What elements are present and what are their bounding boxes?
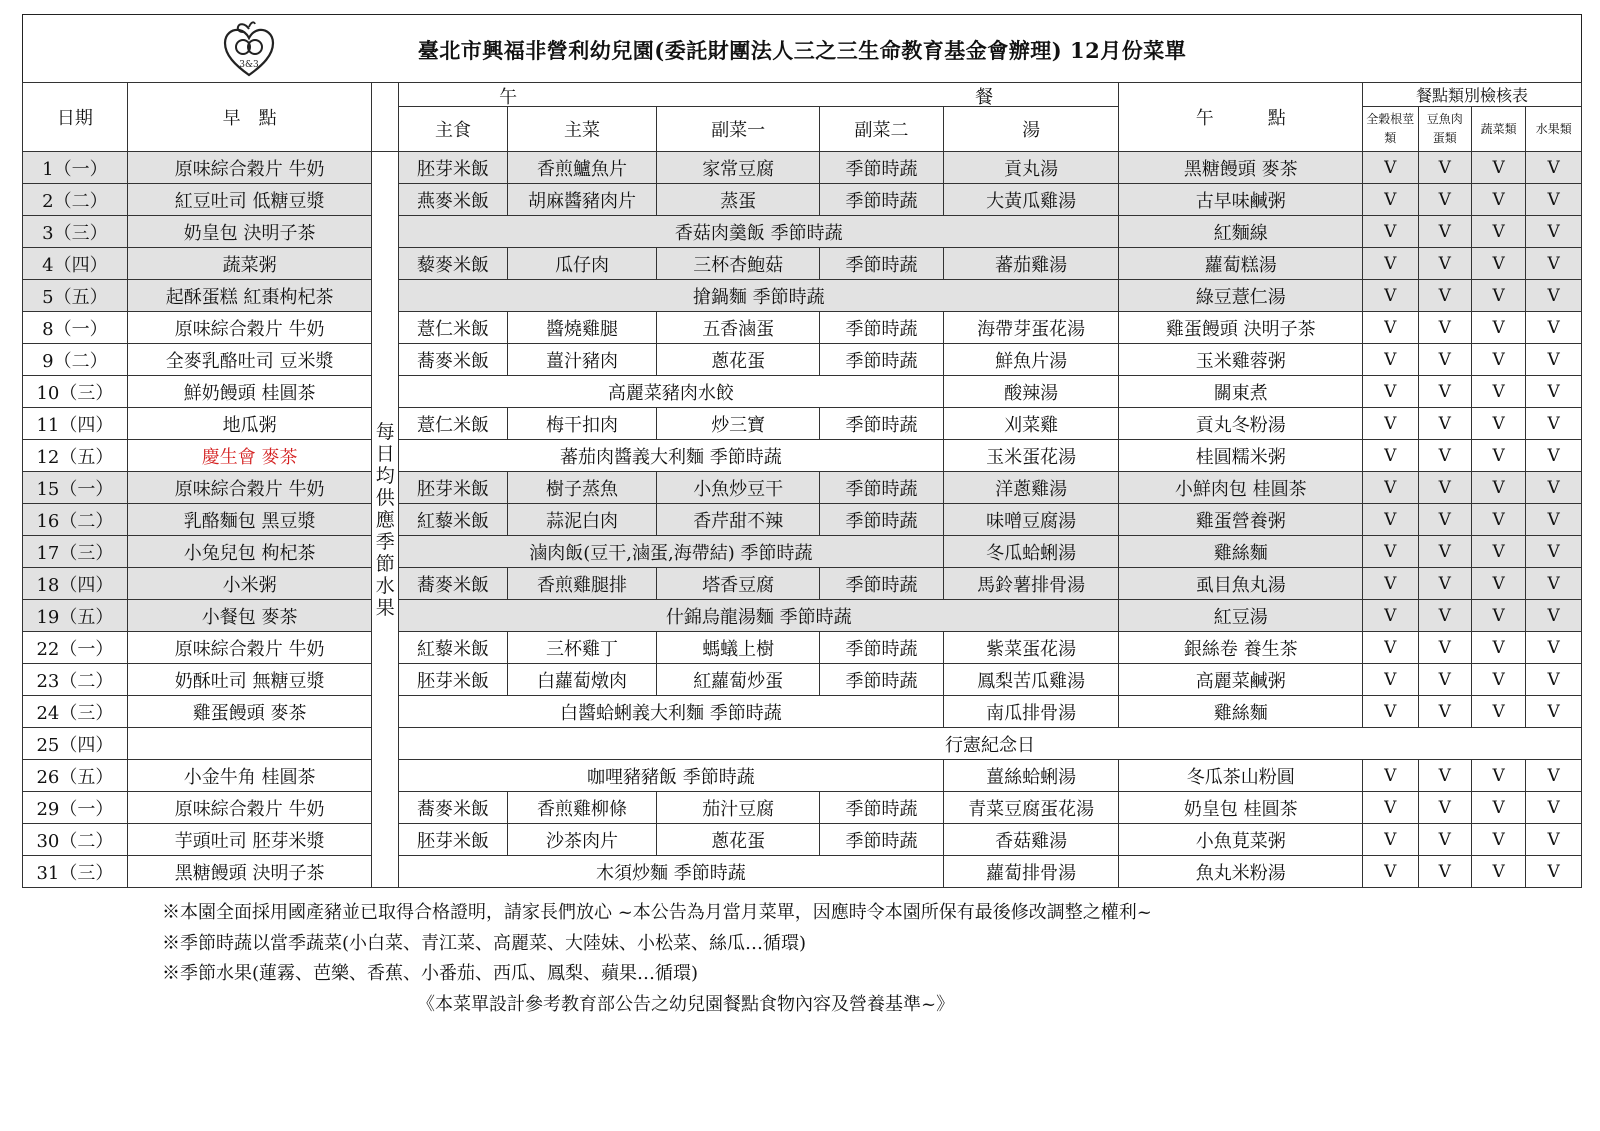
- date-cell: 17（三）: [23, 536, 128, 568]
- header-check-fruit: 水果類: [1526, 107, 1582, 152]
- check-mark-veg: V: [1471, 760, 1525, 792]
- check-mark-fruit: V: [1526, 664, 1582, 696]
- snack-cell: 古早味鹹粥: [1119, 184, 1363, 216]
- main-dish-cell: 白蘿蔔燉肉: [508, 664, 657, 696]
- check-mark-veg: V: [1471, 504, 1525, 536]
- breakfast-cell: 黑糖饅頭 決明子茶: [127, 856, 372, 888]
- check-mark-protein: V: [1418, 536, 1471, 568]
- fruit-note-cell: [372, 152, 399, 888]
- menu-row: [23, 664, 1582, 696]
- check-mark-protein: V: [1418, 216, 1471, 248]
- soup-cell: 鳳梨苦瓜雞湯: [943, 664, 1119, 696]
- breakfast-cell: 小餐包 麥茶: [127, 600, 372, 632]
- staple-cell: 胚芽米飯: [399, 664, 508, 696]
- snack-cell: 魚丸米粉湯: [1119, 856, 1363, 888]
- menu-row: [23, 248, 1582, 280]
- check-mark-protein: V: [1418, 408, 1471, 440]
- check-mark-grains: V: [1363, 632, 1418, 664]
- soup-cell: 玉米蛋花湯: [943, 440, 1119, 472]
- check-mark-veg: V: [1471, 376, 1525, 408]
- fruit-note-char: 日: [375, 442, 395, 465]
- check-mark-grains: V: [1363, 248, 1418, 280]
- check-mark-fruit: V: [1526, 376, 1582, 408]
- side-dish-1-cell: 炒三寶: [657, 408, 820, 440]
- staple-cell: 胚芽米飯: [399, 472, 508, 504]
- menu-row: [23, 152, 1582, 184]
- combo-meal-cell: 白醬蛤蜊義大利麵 季節時蔬: [399, 696, 944, 728]
- combo-meal-cell: 滷肉飯(豆干,滷蛋,海帶結) 季節時蔬: [399, 536, 944, 568]
- staple-cell: 燕麥米飯: [399, 184, 508, 216]
- check-mark-fruit: V: [1526, 536, 1582, 568]
- soup-cell: 味噌豆腐湯: [943, 504, 1119, 536]
- side-dish-2-cell: 季節時蔬: [820, 248, 943, 280]
- side-dish-1-cell: 小魚炒豆干: [657, 472, 820, 504]
- snack-cell: 綠豆薏仁湯: [1119, 280, 1363, 312]
- check-mark-veg: V: [1471, 600, 1525, 632]
- holiday-cell: 行憲紀念日: [399, 728, 1582, 760]
- header-staple: 主食: [399, 107, 508, 152]
- check-mark-veg: V: [1471, 280, 1525, 312]
- page-title: 臺北市興福非營利幼兒園(委託財團法人三之三生命教育基金會辦理) 12月份菜單: [417, 38, 1187, 63]
- date-cell: 10（三）: [23, 376, 128, 408]
- breakfast-cell: 原味綜合穀片 牛奶: [127, 792, 372, 824]
- date-cell: 19（五）: [23, 600, 128, 632]
- check-mark-grains: V: [1363, 824, 1418, 856]
- check-mark-grains: V: [1363, 760, 1418, 792]
- check-mark-grains: V: [1363, 280, 1418, 312]
- fruit-note-char: 果: [375, 596, 395, 619]
- staple-cell: 紅藜米飯: [399, 504, 508, 536]
- check-mark-protein: V: [1418, 632, 1471, 664]
- fruit-note-char: 水: [375, 574, 395, 597]
- snack-cell: 黑糖饅頭 麥茶: [1119, 152, 1363, 184]
- breakfast-cell: 蔬菜粥: [127, 248, 372, 280]
- soup-cell: 洋蔥雞湯: [943, 472, 1119, 504]
- check-mark-protein: V: [1418, 568, 1471, 600]
- check-mark-veg: V: [1471, 664, 1525, 696]
- menu-row: [23, 440, 1582, 472]
- header-fruit-gap: [372, 83, 399, 152]
- side-dish-1-cell: 紅蘿蔔炒蛋: [657, 664, 820, 696]
- menu-row: [23, 760, 1582, 792]
- check-mark-veg: V: [1471, 152, 1525, 184]
- date-cell: 11（四）: [23, 408, 128, 440]
- breakfast-cell: 紅豆吐司 低糖豆漿: [127, 184, 372, 216]
- snack-cell: 奶皇包 桂圓茶: [1119, 792, 1363, 824]
- soup-cell: 海帶芽蛋花湯: [943, 312, 1119, 344]
- soup-cell: 大黃瓜雞湯: [943, 184, 1119, 216]
- header-side1: 副菜一: [657, 107, 820, 152]
- soup-cell: 青菜豆腐蛋花湯: [943, 792, 1119, 824]
- check-mark-veg: V: [1471, 408, 1525, 440]
- check-mark-protein: V: [1418, 504, 1471, 536]
- check-mark-fruit: V: [1526, 760, 1582, 792]
- staple-cell: 薏仁米飯: [399, 312, 508, 344]
- main-dish-cell: 薑汁豬肉: [508, 344, 657, 376]
- check-mark-fruit: V: [1526, 856, 1582, 888]
- check-mark-grains: V: [1363, 696, 1418, 728]
- main-dish-cell: 梅干扣肉: [508, 408, 657, 440]
- check-mark-fruit: V: [1526, 312, 1582, 344]
- side-dish-2-cell: 季節時蔬: [820, 344, 943, 376]
- note-vegetables: ※季節時蔬以當季蔬菜(小白菜、青江菜、高麗菜、大陸妹、小松菜、絲瓜…循環): [162, 932, 807, 954]
- soup-cell: 蘿蔔排骨湯: [943, 856, 1119, 888]
- check-mark-protein: V: [1418, 600, 1471, 632]
- breakfast-cell: 芋頭吐司 胚芽米漿: [127, 824, 372, 856]
- check-mark-protein: V: [1418, 856, 1471, 888]
- check-mark-fruit: V: [1526, 408, 1582, 440]
- breakfast-cell: 慶生會 麥茶: [127, 440, 372, 472]
- date-cell: 2（二）: [23, 184, 128, 216]
- menu-row: [23, 536, 1582, 568]
- breakfast-cell: [127, 728, 372, 760]
- check-mark-grains: V: [1363, 184, 1418, 216]
- date-cell: 25（四）: [23, 728, 128, 760]
- check-mark-grains: V: [1363, 504, 1418, 536]
- menu-row: [23, 344, 1582, 376]
- header-check-veg: 蔬菜類: [1471, 107, 1525, 152]
- side-dish-2-cell: 季節時蔬: [820, 504, 943, 536]
- breakfast-cell: 奶皇包 決明子茶: [127, 216, 372, 248]
- check-mark-fruit: V: [1526, 248, 1582, 280]
- date-cell: 31（三）: [23, 856, 128, 888]
- side-dish-2-cell: 季節時蔬: [820, 184, 943, 216]
- notes: [162, 898, 1152, 1020]
- check-mark-protein: V: [1418, 248, 1471, 280]
- side-dish-2-cell: 季節時蔬: [820, 824, 943, 856]
- combo-meal-cell: 高麗菜豬肉水餃: [399, 376, 944, 408]
- date-cell: 23（二）: [23, 664, 128, 696]
- check-mark-grains: V: [1363, 344, 1418, 376]
- check-mark-grains: V: [1363, 472, 1418, 504]
- snack-cell: 高麗菜鹹粥: [1119, 664, 1363, 696]
- snack-cell: 貢丸冬粉湯: [1119, 408, 1363, 440]
- check-mark-veg: V: [1471, 632, 1525, 664]
- breakfast-cell: 小金牛角 桂圓茶: [127, 760, 372, 792]
- header-snack: 午 點: [1119, 83, 1363, 152]
- check-mark-fruit: V: [1526, 792, 1582, 824]
- menu-table: [22, 82, 1582, 888]
- breakfast-cell: 小兔兒包 枸杞茶: [127, 536, 372, 568]
- menu-row: [23, 856, 1582, 888]
- side-dish-1-cell: 家常豆腐: [657, 152, 820, 184]
- header-check: 餐點類別檢核表: [1363, 83, 1582, 107]
- staple-cell: 蕎麥米飯: [399, 792, 508, 824]
- menu-row: [23, 696, 1582, 728]
- side-dish-2-cell: 季節時蔬: [820, 664, 943, 696]
- header-lunch: [399, 83, 1119, 107]
- fruit-note-char: 應: [375, 508, 395, 531]
- header-breakfast: 早 點: [127, 83, 372, 152]
- snack-cell: 雞絲麵: [1119, 536, 1363, 568]
- check-mark-protein: V: [1418, 760, 1471, 792]
- check-mark-grains: V: [1363, 600, 1418, 632]
- check-mark-grains: V: [1363, 664, 1418, 696]
- side-dish-1-cell: 三杯杏鮑菇: [657, 248, 820, 280]
- combo-meal-cell: 香菇肉羹飯 季節時蔬: [399, 216, 1119, 248]
- check-mark-fruit: V: [1526, 344, 1582, 376]
- side-dish-1-cell: 蒸蛋: [657, 184, 820, 216]
- menu-row: [23, 728, 1582, 760]
- menu-sheet: [22, 14, 1582, 888]
- check-mark-fruit: V: [1526, 472, 1582, 504]
- date-cell: 29（一）: [23, 792, 128, 824]
- check-mark-fruit: V: [1526, 600, 1582, 632]
- note-fruits: ※季節水果(蓮霧、芭樂、香蕉、小番茄、西瓜、鳳梨、蘋果…循環): [162, 963, 699, 984]
- staple-cell: 藜麥米飯: [399, 248, 508, 280]
- main-dish-cell: 瓜仔肉: [508, 248, 657, 280]
- date-cell: 9（二）: [23, 344, 128, 376]
- snack-cell: 冬瓜茶山粉圓: [1119, 760, 1363, 792]
- main-dish-cell: 蒜泥白肉: [508, 504, 657, 536]
- note-pork: ※本園全面採用國產豬並已取得合格證明，請家長們放心 ~本公告為月當月菜單，因應時令本園所保有最後修改調整之權利~: [162, 902, 1152, 923]
- soup-cell: 貢丸湯: [943, 152, 1119, 184]
- check-mark-protein: V: [1418, 440, 1471, 472]
- note-reference: 《本菜單設計參考教育部公告之幼兒園餐點食物內容及營養基準~》: [417, 993, 955, 1015]
- snack-cell: 紅豆湯: [1119, 600, 1363, 632]
- check-mark-veg: V: [1471, 216, 1525, 248]
- soup-cell: 蕃茄雞湯: [943, 248, 1119, 280]
- date-cell: 3（三）: [23, 216, 128, 248]
- side-dish-2-cell: 季節時蔬: [820, 472, 943, 504]
- menu-row: [23, 408, 1582, 440]
- side-dish-2-cell: 季節時蔬: [820, 632, 943, 664]
- staple-cell: 胚芽米飯: [399, 152, 508, 184]
- side-dish-1-cell: 蔥花蛋: [657, 344, 820, 376]
- breakfast-cell: 鮮奶饅頭 桂圓茶: [127, 376, 372, 408]
- check-mark-fruit: V: [1526, 632, 1582, 664]
- check-mark-veg: V: [1471, 824, 1525, 856]
- date-cell: 4（四）: [23, 248, 128, 280]
- check-mark-fruit: V: [1526, 280, 1582, 312]
- check-mark-grains: V: [1363, 856, 1418, 888]
- check-mark-veg: V: [1471, 856, 1525, 888]
- menu-row: [23, 600, 1582, 632]
- breakfast-cell: 地瓜粥: [127, 408, 372, 440]
- check-mark-veg: V: [1471, 312, 1525, 344]
- combo-meal-cell: 什錦烏龍湯麵 季節時蔬: [399, 600, 1119, 632]
- breakfast-cell: 乳酪麵包 黑豆漿: [127, 504, 372, 536]
- date-cell: 24（三）: [23, 696, 128, 728]
- snack-cell: 小魚莧菜粥: [1119, 824, 1363, 856]
- check-mark-fruit: V: [1526, 696, 1582, 728]
- main-dish-cell: 香煎雞柳條: [508, 792, 657, 824]
- check-mark-protein: V: [1418, 792, 1471, 824]
- soup-cell: 酸辣湯: [943, 376, 1119, 408]
- check-mark-protein: V: [1418, 152, 1471, 184]
- logo-text: 3&3: [239, 60, 259, 70]
- header-date: 日期: [23, 83, 128, 152]
- check-mark-protein: V: [1418, 376, 1471, 408]
- check-mark-fruit: V: [1526, 824, 1582, 856]
- check-mark-grains: V: [1363, 536, 1418, 568]
- breakfast-cell: 奶酥吐司 無糖豆漿: [127, 664, 372, 696]
- check-mark-veg: V: [1471, 248, 1525, 280]
- check-mark-grains: V: [1363, 440, 1418, 472]
- main-dish-cell: 胡麻醬豬肉片: [508, 184, 657, 216]
- check-mark-fruit: V: [1526, 440, 1582, 472]
- snack-cell: 雞絲麵: [1119, 696, 1363, 728]
- side-dish-2-cell: 季節時蔬: [820, 152, 943, 184]
- snack-cell: 小鮮肉包 桂圓茶: [1119, 472, 1363, 504]
- side-dish-1-cell: 蔥花蛋: [657, 824, 820, 856]
- date-cell: 16（二）: [23, 504, 128, 536]
- staple-cell: 蕎麥米飯: [399, 568, 508, 600]
- date-cell: 22（一）: [23, 632, 128, 664]
- fruit-note-char: 供: [375, 486, 395, 509]
- soup-cell: 刈菜雞: [943, 408, 1119, 440]
- side-dish-2-cell: 季節時蔬: [820, 792, 943, 824]
- breakfast-cell: 雞蛋饅頭 麥茶: [127, 696, 372, 728]
- menu-row: [23, 376, 1582, 408]
- snack-cell: 紅麵線: [1119, 216, 1363, 248]
- header-lunch-right: 餐: [975, 87, 994, 107]
- check-mark-veg: V: [1471, 568, 1525, 600]
- soup-cell: 薑絲蛤蜊湯: [943, 760, 1119, 792]
- breakfast-cell: 原味綜合穀片 牛奶: [127, 152, 372, 184]
- snack-cell: 虱目魚丸湯: [1119, 568, 1363, 600]
- soup-cell: 南瓜排骨湯: [943, 696, 1119, 728]
- side-dish-1-cell: 五香滷蛋: [657, 312, 820, 344]
- staple-cell: 薏仁米飯: [399, 408, 508, 440]
- breakfast-cell: 全麥乳酪吐司 豆米漿: [127, 344, 372, 376]
- snack-cell: 雞蛋營養粥: [1119, 504, 1363, 536]
- breakfast-cell: 原味綜合穀片 牛奶: [127, 632, 372, 664]
- soup-cell: 鮮魚片湯: [943, 344, 1119, 376]
- check-mark-grains: V: [1363, 152, 1418, 184]
- date-cell: 1（一）: [23, 152, 128, 184]
- menu-body: [23, 152, 1582, 888]
- side-dish-2-cell: 季節時蔬: [820, 312, 943, 344]
- check-mark-protein: V: [1418, 696, 1471, 728]
- staple-cell: 胚芽米飯: [399, 824, 508, 856]
- header-check-protein: 豆魚肉蛋類: [1418, 107, 1471, 152]
- check-mark-protein: V: [1418, 664, 1471, 696]
- date-cell: 12（五）: [23, 440, 128, 472]
- check-mark-veg: V: [1471, 440, 1525, 472]
- check-mark-veg: V: [1471, 472, 1525, 504]
- menu-row: [23, 568, 1582, 600]
- check-mark-veg: V: [1471, 344, 1525, 376]
- check-mark-protein: V: [1418, 344, 1471, 376]
- menu-row: [23, 312, 1582, 344]
- menu-row: [23, 184, 1582, 216]
- snack-cell: 玉米雞蓉粥: [1119, 344, 1363, 376]
- header-check-grains: 全穀根莖類: [1363, 107, 1418, 152]
- side-dish-1-cell: 塔香豆腐: [657, 568, 820, 600]
- date-cell: 5（五）: [23, 280, 128, 312]
- menu-row: [23, 472, 1582, 504]
- soup-cell: 馬鈴薯排骨湯: [943, 568, 1119, 600]
- side-dish-1-cell: 香芹甜不辣: [657, 504, 820, 536]
- menu-row: [23, 632, 1582, 664]
- check-mark-grains: V: [1363, 376, 1418, 408]
- check-mark-grains: V: [1363, 792, 1418, 824]
- main-dish-cell: 沙茶肉片: [508, 824, 657, 856]
- soup-cell: 冬瓜蛤蜊湯: [943, 536, 1119, 568]
- check-mark-veg: V: [1471, 792, 1525, 824]
- check-mark-fruit: V: [1526, 184, 1582, 216]
- title-box: [22, 14, 1582, 82]
- breakfast-cell: 原味綜合穀片 牛奶: [127, 312, 372, 344]
- snack-cell: 蘿蔔糕湯: [1119, 248, 1363, 280]
- check-mark-protein: V: [1418, 472, 1471, 504]
- check-mark-fruit: V: [1526, 216, 1582, 248]
- side-dish-2-cell: 季節時蔬: [820, 408, 943, 440]
- snack-cell: 銀絲卷 養生茶: [1119, 632, 1363, 664]
- date-cell: 18（四）: [23, 568, 128, 600]
- date-cell: 30（二）: [23, 824, 128, 856]
- check-mark-fruit: V: [1526, 152, 1582, 184]
- combo-meal-cell: 咖哩豬豬飯 季節時蔬: [399, 760, 944, 792]
- check-mark-veg: V: [1471, 536, 1525, 568]
- check-mark-protein: V: [1418, 312, 1471, 344]
- check-mark-grains: V: [1363, 568, 1418, 600]
- soup-cell: 香菇雞湯: [943, 824, 1119, 856]
- check-mark-grains: V: [1363, 408, 1418, 440]
- side-dish-1-cell: 螞蟻上樹: [657, 632, 820, 664]
- breakfast-cell: 原味綜合穀片 牛奶: [127, 472, 372, 504]
- combo-meal-cell: 搶鍋麵 季節時蔬: [399, 280, 1119, 312]
- check-mark-grains: V: [1363, 216, 1418, 248]
- fruit-note-char: 每: [375, 420, 395, 443]
- fruit-note-char: 均: [375, 464, 395, 487]
- fruit-note-char: 季: [375, 530, 395, 553]
- menu-row: [23, 792, 1582, 824]
- menu-row: [23, 504, 1582, 536]
- check-mark-fruit: V: [1526, 568, 1582, 600]
- header-soup: 湯: [943, 107, 1119, 152]
- date-cell: 26（五）: [23, 760, 128, 792]
- check-mark-veg: V: [1471, 696, 1525, 728]
- menu-row: [23, 280, 1582, 312]
- main-dish-cell: 醬燒雞腿: [508, 312, 657, 344]
- header-side2: 副菜二: [820, 107, 943, 152]
- breakfast-cell: 起酥蛋糕 紅棗枸杞茶: [127, 280, 372, 312]
- check-mark-protein: V: [1418, 280, 1471, 312]
- snack-cell: 桂圓糯米粥: [1119, 440, 1363, 472]
- check-mark-protein: V: [1418, 184, 1471, 216]
- main-dish-cell: 樹子蒸魚: [508, 472, 657, 504]
- combo-meal-cell: 蕃茄肉醬義大利麵 季節時蔬: [399, 440, 944, 472]
- staple-cell: 紅藜米飯: [399, 632, 508, 664]
- side-dish-2-cell: 季節時蔬: [820, 568, 943, 600]
- menu-row: [23, 216, 1582, 248]
- main-dish-cell: 香煎雞腿排: [508, 568, 657, 600]
- check-mark-grains: V: [1363, 312, 1418, 344]
- main-dish-cell: 香煎鱸魚片: [508, 152, 657, 184]
- date-cell: 8（一）: [23, 312, 128, 344]
- breakfast-cell: 小米粥: [127, 568, 372, 600]
- header-main: 主菜: [508, 107, 657, 152]
- check-mark-fruit: V: [1526, 504, 1582, 536]
- header-lunch-left: 午: [499, 87, 518, 107]
- side-dish-1-cell: 茄汁豆腐: [657, 792, 820, 824]
- main-dish-cell: 三杯雞丁: [508, 632, 657, 664]
- fruit-note-char: 節: [375, 552, 395, 575]
- snack-cell: 雞蛋饅頭 決明子茶: [1119, 312, 1363, 344]
- staple-cell: 蕎麥米飯: [399, 344, 508, 376]
- snack-cell: 關東煮: [1119, 376, 1363, 408]
- date-cell: 15（一）: [23, 472, 128, 504]
- check-mark-veg: V: [1471, 184, 1525, 216]
- menu-row: [23, 824, 1582, 856]
- check-mark-protein: V: [1418, 824, 1471, 856]
- combo-meal-cell: 木須炒麵 季節時蔬: [399, 856, 944, 888]
- soup-cell: 紫菜蛋花湯: [943, 632, 1119, 664]
